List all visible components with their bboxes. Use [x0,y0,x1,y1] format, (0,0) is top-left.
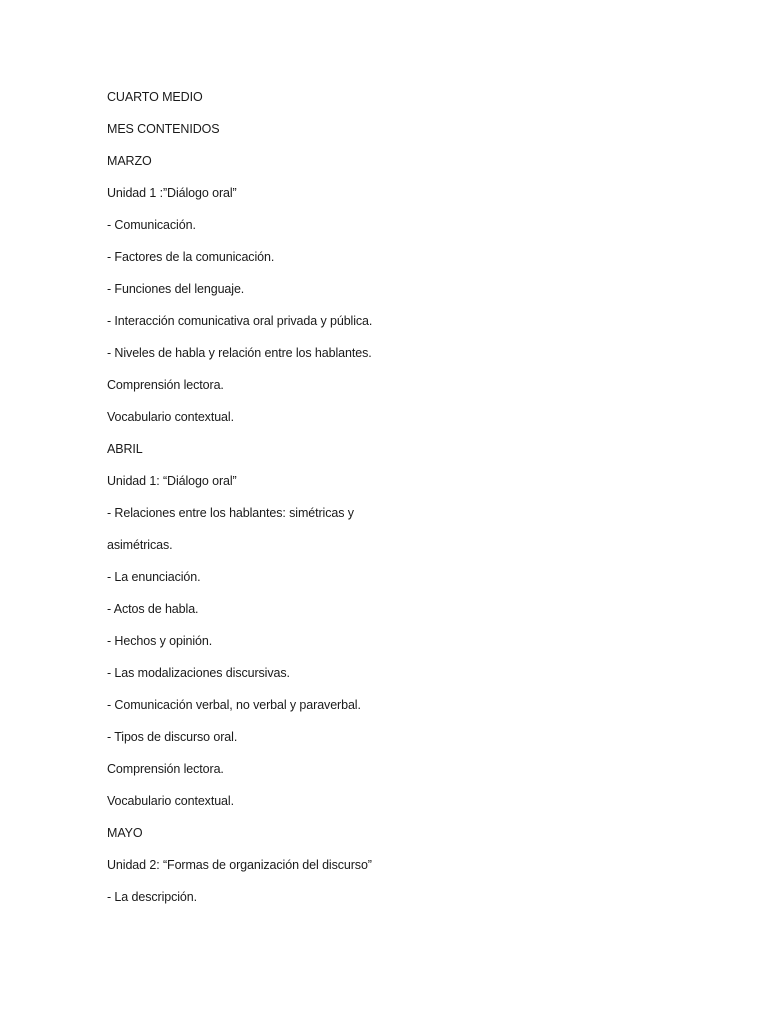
document-line: Vocabulario contextual. [107,794,234,808]
document-line: - Comunicación. [107,218,196,232]
document-line: - Interacción comunicativa oral privada y pública. [107,314,373,328]
document-line: - Tipos de discurso oral. [107,730,238,744]
document-line: - La descripción. [107,890,198,904]
document-line: - La enunciación. [107,570,201,584]
document-line: - Las modalizaciones discursivas. [107,666,290,680]
document-line: - Funciones del lenguaje. [107,282,245,296]
document-line: Unidad 2: “Formas de organización del discurso” [107,858,372,872]
document-line: ABRIL [107,442,143,456]
document-line: Unidad 1 :”Diálogo oral” [107,186,237,200]
document-line: MES CONTENIDOS [107,122,220,136]
document-line: - Comunicación verbal, no verbal y paraverbal. [107,698,361,712]
document-line: MARZO [107,154,152,168]
document-line: Comprensión lectora. [107,762,224,776]
document-line: - Relaciones entre los hablantes: simétricas y [107,506,354,520]
document-line: Comprensión lectora. [107,378,224,392]
document-line: CUARTO MEDIO [107,90,203,104]
document-line: - Actos de habla. [107,602,199,616]
document-line: - Hechos y opinión. [107,634,213,648]
document-body [107,87,727,919]
document-line: Unidad 1: “Diálogo oral” [107,474,237,488]
document-line: Vocabulario contextual. [107,410,234,424]
document-line: - Niveles de habla y relación entre los hablantes. [107,346,372,360]
document-line: - Factores de la comunicación. [107,250,275,264]
document-line: asimétricas. [107,538,173,552]
document-line: MAYO [107,826,143,840]
